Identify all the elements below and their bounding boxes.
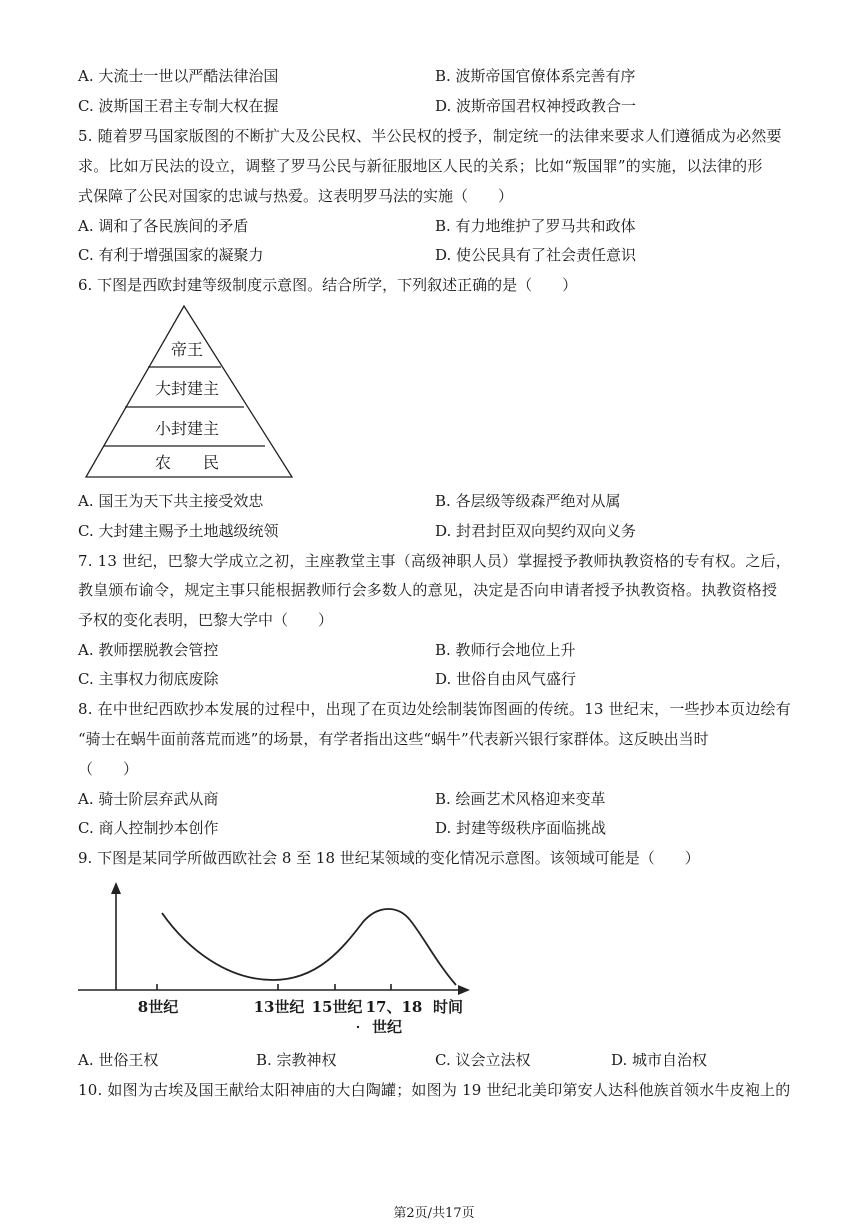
chart-label-century-second-line: 世纪	[371, 1018, 403, 1036]
q9-option-c[interactable]: C. 议会立法权	[435, 1051, 531, 1069]
q8-option-a[interactable]: A. 骑士阶层弃武从商	[78, 790, 219, 808]
pyramid-level-lesser-lords: 小封建主	[154, 419, 220, 438]
q5-option-b[interactable]: B. 有力地维护了罗马共和政体	[435, 217, 636, 235]
q8-option-c[interactable]: C. 商人控制抄本创作	[78, 819, 219, 837]
q9-trend-chart	[78, 880, 478, 1038]
chart-label-17-18: 17、18	[365, 998, 423, 1016]
q9-option-d[interactable]: D. 城市自治权	[611, 1051, 708, 1069]
q8-stem-line-1: 8. 在中世纪西欧抄本发展的过程中，出现了在页边处绘制装饰图画的传统。13 世纪末，一些抄本页边绘有	[78, 700, 791, 718]
chart-y-axis-arrow-icon	[111, 882, 121, 894]
q7-stem-line-3: 予权的变化表明，巴黎大学中（ ）	[78, 611, 334, 629]
q5-option-a[interactable]: A. 调和了各民族间的矛盾	[78, 217, 249, 235]
q4-option-c[interactable]: C. 波斯国王君主专制大权在握	[78, 97, 279, 115]
feudal-pyramid-diagram	[84, 303, 294, 480]
q9-option-b[interactable]: B. 宗教神权	[256, 1051, 337, 1069]
q6-option-d[interactable]: D. 封君封臣双向契约双向义务	[435, 522, 637, 540]
pyramid-level-emperor: 帝王	[170, 340, 204, 359]
q6-option-c[interactable]: C. 大封建主赐予土地越级统领	[78, 522, 279, 540]
q6-option-a[interactable]: A. 国王为天下共主接受效忠	[78, 492, 264, 510]
q5-option-d[interactable]: D. 使公民具有了社会责任意识	[435, 246, 637, 264]
q8-stem-line-3: （ ）	[78, 760, 139, 778]
chart-label-15th-century: 15世纪	[311, 998, 363, 1016]
q7-option-a[interactable]: A. 教师摆脱教会管控	[78, 641, 219, 659]
q7-stem-line-1: 7. 13 世纪，巴黎大学成立之初，主座教堂主事（高级神职人员）掌握授予教师执教资格的专有权。之后，	[78, 552, 791, 570]
q7-option-b[interactable]: B. 教师行会地位上升	[435, 641, 576, 659]
q5-stem-line-2: 求。比如万民法的设立，调整了罗马公民与新征服地区人民的关系；比如“叛国罪”的实施，以法律的形	[78, 157, 763, 175]
q5-stem-line-3: 式保障了公民对国家的忠诚与热爱。这表明罗马法的实施（ ）	[78, 187, 514, 205]
q9-stem: 9. 下图是某同学所做西欧社会 8 至 18 世纪某领域的变化情况示意图。该领域可能是（ ）	[78, 849, 700, 867]
q5-option-c[interactable]: C. 有利于增强国家的凝聚力	[78, 246, 264, 264]
q5-stem-line-1: 5. 随着罗马国家版图的不断扩大及公民权、半公民权的授予，制定统一的法律来要求人们遵循成为必然要	[78, 127, 782, 145]
q9-option-a[interactable]: A. 世俗王权	[78, 1051, 159, 1069]
page-number: 第2页/共17页	[393, 1206, 475, 1221]
q7-stem-line-2: 教皇颁布谕令，规定主事只能根据教师行会多数人的意见，决定是否向申请者授予执教资格。执教资格授	[78, 581, 778, 599]
q8-stem-line-2: “骑士在蜗牛面前落荒而逃”的场景，有学者指出这些“蜗牛”代表新兴银行家群体。这反映出当时	[78, 730, 709, 748]
q6-option-b[interactable]: B. 各层级等级森严绝对从属	[435, 492, 621, 510]
chart-label-8th-century: 8世纪	[137, 998, 179, 1016]
chart-trend-curve	[162, 909, 456, 985]
q7-option-c[interactable]: C. 主事权力彻底废除	[78, 670, 219, 688]
q4-option-d[interactable]: D. 波斯帝国君权神授政教合一	[435, 97, 637, 115]
q4-option-a[interactable]: A. 大流士一世以严酷法律治国	[78, 67, 279, 85]
q7-option-d[interactable]: D. 世俗自由风气盛行	[435, 670, 577, 688]
chart-label-13th-century: 13世纪	[253, 998, 305, 1016]
pyramid-level-great-lords: 大封建主	[154, 379, 220, 398]
q6-stem: 6. 下图是西欧封建等级制度示意图。结合所学，下列叙述正确的是（ ）	[78, 276, 578, 294]
q4-option-b[interactable]: B. 波斯帝国官僚体系完善有序	[435, 67, 636, 85]
q10-stem: 10. 如图为古埃及国王献给太阳神庙的大白陶罐；如图为 19 世纪北美印第安人达科他族首领水牛皮袍上的	[78, 1081, 791, 1099]
chart-x-axis-arrow-icon	[458, 985, 470, 995]
chart-dot-mark	[357, 1026, 359, 1028]
pyramid-level-peasants: 农 民	[154, 453, 220, 472]
q8-option-b[interactable]: B. 绘画艺术风格迎来变革	[435, 790, 606, 808]
chart-label-time: 时间	[432, 998, 464, 1016]
q8-option-d[interactable]: D. 封建等级秩序面临挑战	[435, 819, 607, 837]
